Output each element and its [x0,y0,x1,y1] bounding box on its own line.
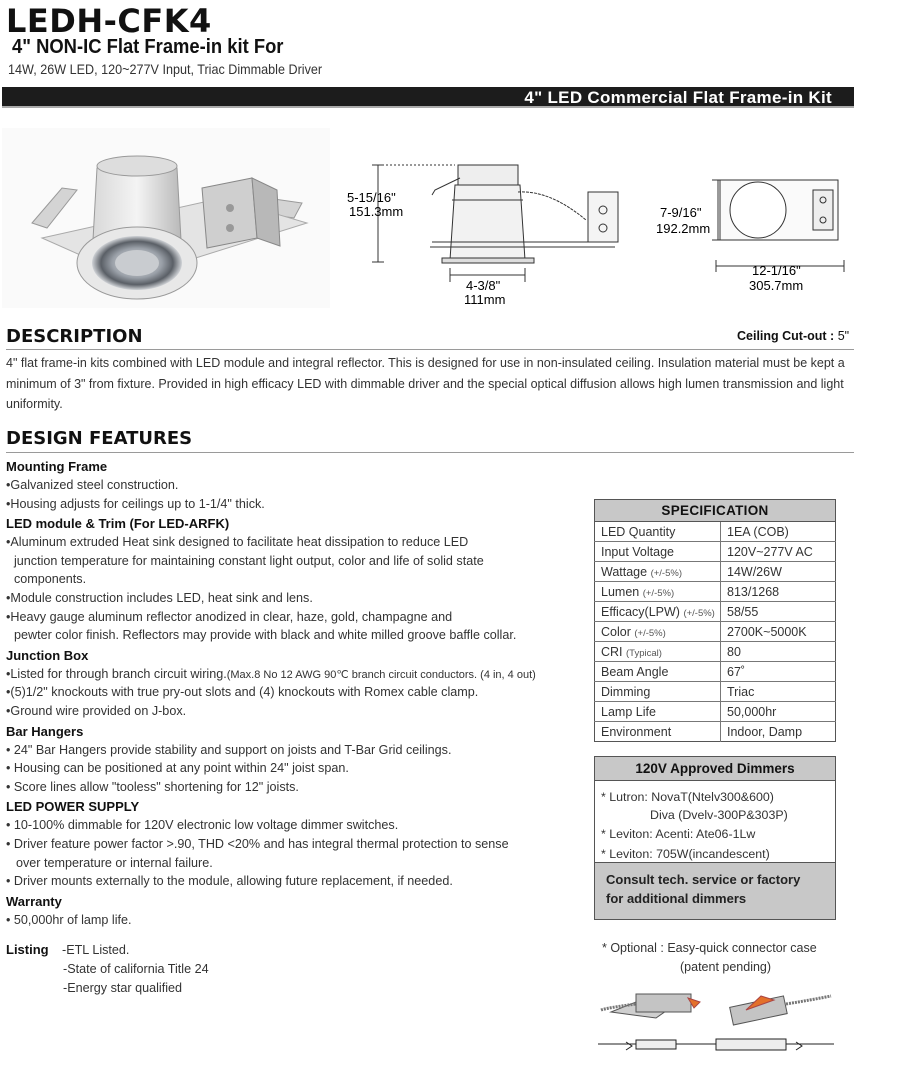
spec-label-cell [595,542,721,562]
top-view-diagram [640,170,860,300]
spec-row [595,522,836,542]
feature-line: components. [14,572,87,587]
spec-label-cell [595,682,721,702]
junction-line-main: •Listed for through branch circuit wiring. [6,666,227,681]
spec-label: Beam Angle [601,664,669,679]
mounting-title: Mounting Frame [6,459,108,474]
approved-dimmers-box [594,756,836,920]
feature-line: • Score lines allow "tooless" shortening for 12" joists. [6,779,299,794]
description-rule [6,349,854,350]
feature-line: • Housing can be positioned at any point within 24" joist span. [6,761,349,776]
spec-note: (+/-5%) [650,567,682,579]
spec-label-cell [595,662,721,682]
spec-note: (+/-5%) [642,587,675,599]
spec-row [595,662,836,682]
width-mm-label: 111mm [464,292,506,307]
height-mm-label: 151.3mm [349,204,404,219]
spec-label-cell [595,522,721,542]
frame-height-mm-label: 192.2mm [656,221,711,236]
spec-label: Dimming [601,684,651,699]
spec-value: 67˚ [721,662,836,682]
spec-label-cell [595,622,721,642]
hangers-title: Bar Hangers [6,723,84,739]
spec-row [595,622,836,642]
spec-label-cell [595,702,721,722]
spec-label: Input Voltage [601,544,674,559]
power-title: LED POWER SUPPLY [6,799,140,815]
spec-row [595,682,836,702]
feature-line [6,665,591,684]
spec-value: 58/55 [721,602,836,622]
feature-line: •Housing adjusts for ceilings up to 1-1/4" thick. [6,496,265,511]
spec-value: 2700K~5000K [721,622,836,642]
description-text: 4" flat frame-in kits combined with LED module and integral reflector. This is designed for use in non-insulated ceiling. Insulation material must be kept a minimum of 3" from fixture. Provided in high efficacy LED with dimmable driver and the special optical diffusion allows high lumen transmission and light uniformity. [6,356,845,411]
width-inch-label: 4-3/8" [466,278,501,293]
ceiling-cutout [737,329,849,343]
spec-label: CRI [601,644,623,659]
feature-line: •Ground wire provided on J-box. [6,703,187,718]
spec-label: LED Quantity [601,524,676,539]
spec-row [595,702,836,722]
spec-label-cell [595,562,721,582]
spec-label: Efficacy(LPW) [601,604,680,619]
model-number: LEDH-CFK4 [6,2,212,40]
consult-line: for additional dimmers [606,890,747,906]
feature-line: over temperature or internal failure. [16,855,213,870]
dimmer-item: Diva (Dvelv-300P&303P) [650,807,788,822]
feature-line: junction temperature for maintaining constant light output, color and life of solid state [14,553,484,568]
frame-width-mm-label: 305.7mm [749,278,804,293]
product-photo [2,128,330,308]
frame-height-inch-label: 7-9/16" [660,205,702,220]
optional-line: (patent pending) [680,960,772,974]
spec-value: Triac [721,682,836,702]
product-specline: 14W, 26W LED, 120~277V Input, Triac Dimmable Driver [8,61,323,77]
spec-row [595,562,836,582]
spec-value: Indoor, Damp [727,724,803,739]
spec-value: 1EA (COB) [721,522,836,542]
spec-row [595,602,836,622]
feature-line: •Galvanized steel construction. [6,478,179,492]
description-heading: DESCRIPTION [6,326,143,347]
features-list [6,458,591,929]
spec-label-cell [595,722,721,742]
spec-value: 120V~277V AC [721,542,836,562]
features-rule [6,452,854,453]
feature-line: pewter color finish. Reflectors may provide with black and white milled groove baffle collar. [14,628,517,643]
feature-line: •(5)1/2" knockouts with true pry-out slots and (4) knockouts with Romex cable clamp. [6,685,479,700]
ceiling-cutout-value: 5" [837,329,850,343]
spec-note: (Typical) [626,647,662,659]
spec-label: Lumen [601,584,640,599]
listing-item: -Energy star qualified [63,981,183,995]
spec-value: 813/1268 [721,582,836,602]
spec-row [595,722,836,742]
dimmers-title: 120V Approved Dimmers [595,757,835,781]
dimmer-item: * Lutron: NovaT(Ntelv300&600) [601,790,774,804]
spec-value: 50,000hr [721,702,836,722]
frame-width-inch-label: 12-1/16" [752,263,801,278]
ceiling-cutout-label: Ceiling Cut-out : [737,329,835,343]
consult-note [595,862,835,919]
listing-item: -ETL Listed. [62,943,130,957]
led-title: LED module & Trim (For LED-ARFK) [6,516,230,532]
spec-value: 14W/26W [721,562,836,582]
spec-label: Environment [601,724,672,739]
junction-line-note: (Max.8 No 12 AWG 90℃ branch circuit conductors. (4 in, 4 out) [226,668,536,681]
category-banner [2,87,854,108]
feature-line: • Driver feature power factor >.90, THD <20% and has integral thermal protection to sense [6,836,509,851]
spec-label-cell [595,642,721,662]
dimmer-item: * Leviton: Acenti: Ate06-1Lw [601,827,756,841]
listing-block [6,940,209,999]
spec-row [595,582,836,602]
feature-line: •Aluminum extruded Heat sink designed to facilitate heat dissipation to reduce LED [6,535,469,550]
optional-connector-note [602,939,817,977]
spec-label-cell [595,582,721,602]
specification-title: SPECIFICATION [595,500,836,522]
consult-line: Consult tech. service or factory [606,872,801,887]
listing-item: -State of california Title 24 [63,961,209,976]
spec-value: 80 [721,642,836,662]
feature-line: • Driver mounts externally to the module, allowing future replacement, if needed. [6,874,453,889]
optional-line: * Optional : Easy-quick connector case [602,941,817,955]
feature-line: • 10-100% dimmable for 120V electronic low voltage dimmer switches. [6,818,399,833]
spec-label: Lamp Life [601,704,656,719]
side-view-diagram [340,150,640,320]
spec-label-cell [595,602,721,622]
listing-label: Listing [6,942,49,957]
spec-label: Wattage [601,564,648,579]
spec-note: (+/-5%) [634,627,666,639]
features-heading: DESIGN FEATURES [6,428,193,449]
feature-line: •Heavy gauge aluminum reflector anodized in clear, haze, gold, champagne and [6,609,453,624]
product-subtitle: 4" NON-IC Flat Frame-in kit For [12,36,284,58]
height-inch-label: 5-15/16" [347,190,396,205]
connector-case-illustration [596,982,836,1062]
warranty-title: Warranty [6,893,62,909]
dimmer-item: * Leviton: 705W(incandescent) [601,846,770,861]
spec-row [595,542,836,562]
spec-label: Color [601,624,631,639]
feature-line: • 24" Bar Hangers provide stability and support on joists and T-Bar Grid ceilings. [6,742,452,757]
spec-row [595,642,836,662]
specification-table [594,499,836,742]
feature-line: • 50,000hr of lamp life. [6,912,132,927]
junction-title: Junction Box [6,647,89,663]
banner-text: 4" LED Commercial Flat Frame-in Kit [524,88,832,107]
spec-note: (+/-5%) [683,607,715,619]
feature-line: •Module construction includes LED, heat sink and lens. [6,590,313,605]
